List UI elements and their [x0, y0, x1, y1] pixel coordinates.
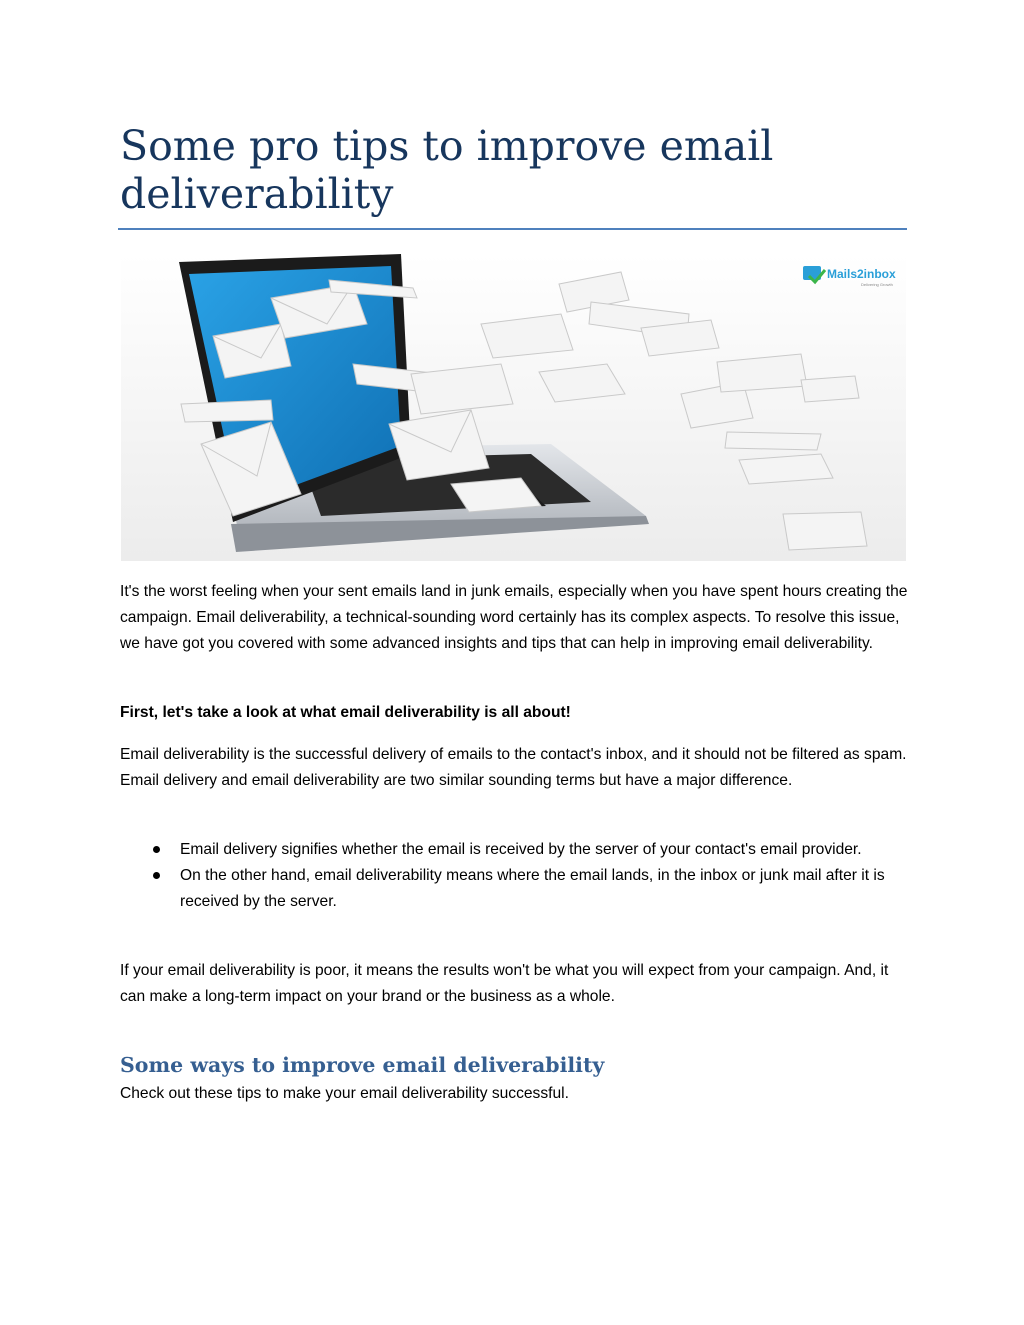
svg-text:Delivering Growth: Delivering Growth — [861, 282, 893, 287]
bullet-text: On the other hand, email deliverability means where the email lands, in the inbox or junk mail after it is received by the server. — [180, 867, 885, 910]
bullet-icon — [153, 872, 160, 879]
page-title: Some pro tips to improve email deliverability — [120, 122, 774, 218]
bullet-icon — [153, 846, 160, 853]
impact-paragraph: If your email deliverability is poor, it means the results won't be what you will expect from your campaign. And, it can make a long-term impact on your brand or the business as a whole. — [120, 962, 889, 1005]
bullet-text: Email delivery signifies whether the email is received by the server of your contact's email provider. — [180, 841, 862, 858]
list-item — [120, 863, 910, 915]
title-underline — [118, 228, 907, 230]
hero-image — [121, 254, 906, 561]
difference-bullet-list — [120, 837, 910, 915]
definition-paragraph: Email deliverability is the successful delivery of emails to the contact's inbox, and it should not be filtered as spam. Email delivery and email deliverability are two similar sounding terms but have a major difference. — [120, 746, 907, 789]
section-heading: Some ways to improve email deliverability — [120, 1053, 605, 1077]
laptop-with-flying-envelopes-image — [121, 254, 906, 561]
section-text: Check out these tips to make your email deliverability successful. — [120, 1085, 569, 1102]
lead-bold-paragraph: First, let's take a look at what email deliverability is all about! — [120, 704, 571, 721]
svg-text:Mails2inbox: Mails2inbox — [827, 267, 896, 281]
intro-paragraph: It's the worst feeling when your sent emails land in junk emails, especially when you have spent hours creating the campaign. Email deliverability, a technical-sounding word certainly has its complex aspects. To resolve this issue, we have got you covered with some advanced insights and tips that can help in improving email deliverability. — [120, 583, 908, 652]
list-item — [120, 837, 910, 863]
